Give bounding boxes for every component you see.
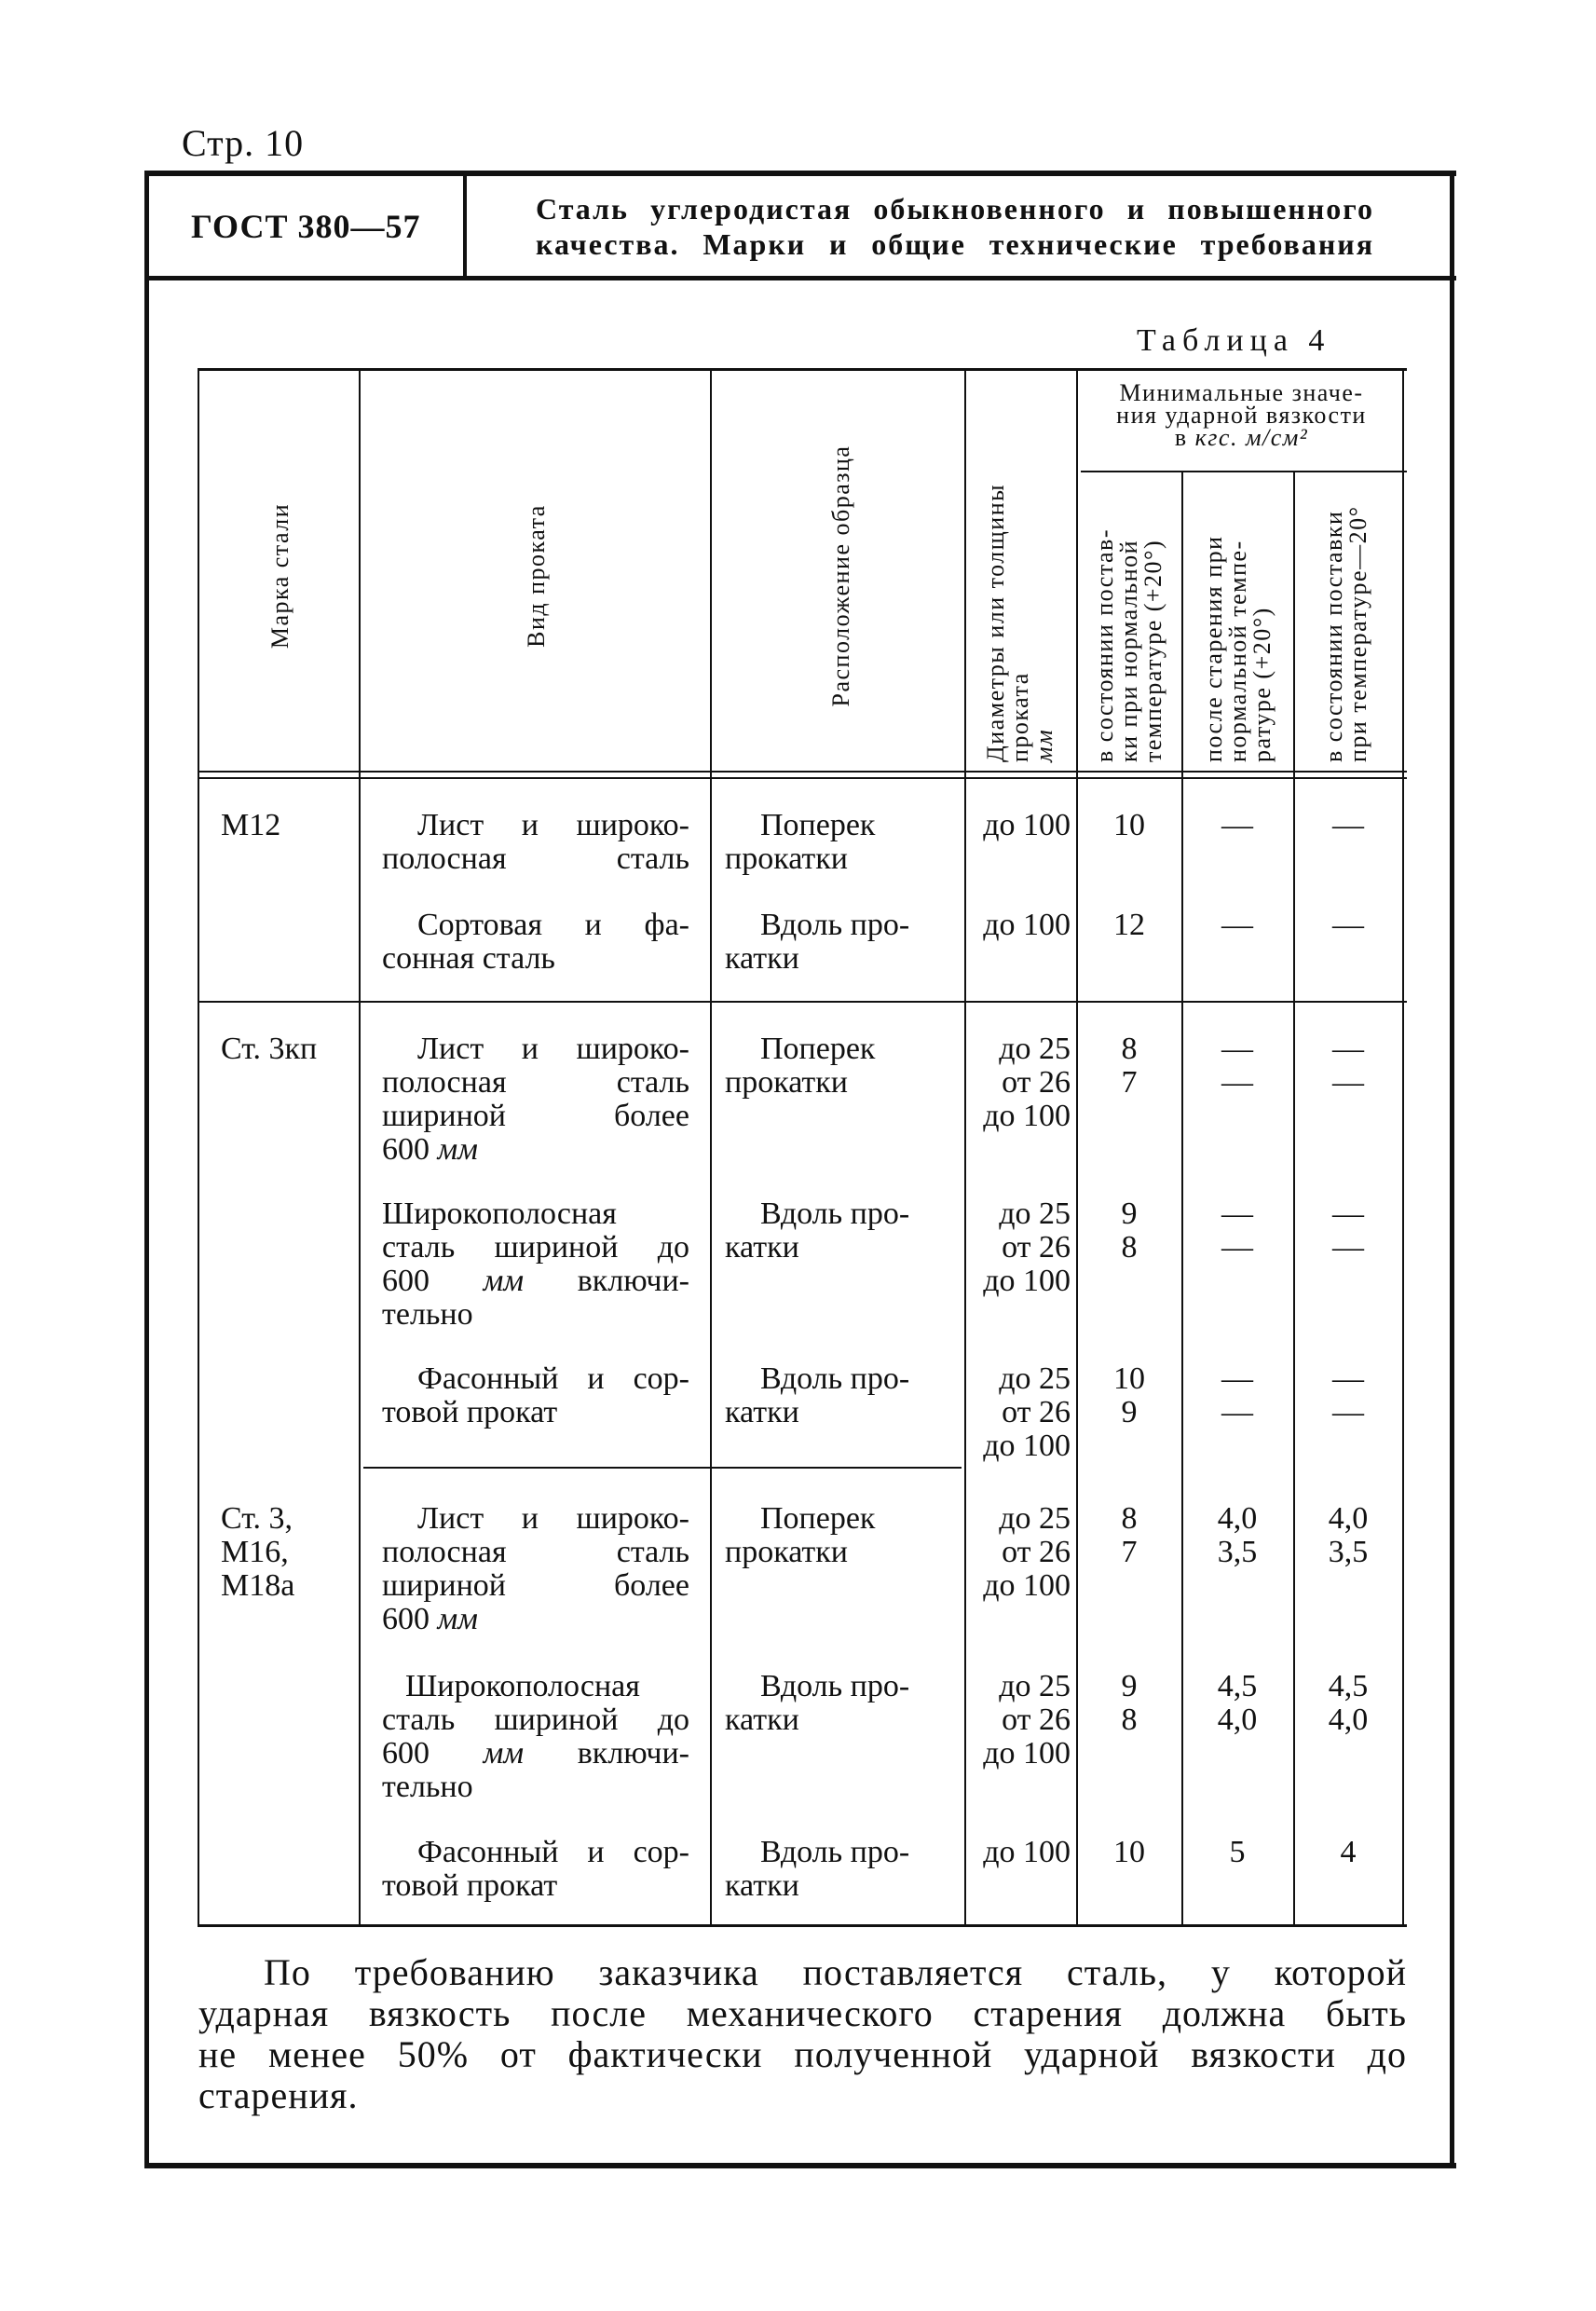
product-unit-number: 600 <box>382 1602 438 1636</box>
product-mid-line <box>382 1265 689 1298</box>
location-line: прокатки <box>725 1065 848 1100</box>
grade-line: М16, <box>221 1535 289 1569</box>
location-line: катки <box>725 941 799 976</box>
diameter-line: от 26 <box>1002 1065 1071 1100</box>
diameter-line: до 100 <box>983 1736 1071 1771</box>
col-header-cold-line: при температуре—20° <box>1344 505 1371 762</box>
cold-value: — <box>1332 1230 1364 1265</box>
delivery-value-cell <box>1078 1836 1180 1869</box>
col-header-diameter-unit: мм <box>1030 728 1057 762</box>
grade-line: М12 <box>221 808 281 842</box>
aged-value-cell <box>1183 909 1291 942</box>
product-unit-line <box>382 1603 689 1636</box>
cold-value-cell <box>1295 1670 1401 1737</box>
location-cell <box>725 1670 958 1737</box>
group-separator <box>198 1001 1407 1003</box>
product-cell <box>382 909 689 976</box>
frame-left-border <box>144 171 149 2167</box>
product-line: Сортовая и фа- <box>417 908 689 942</box>
aged-value: — <box>1221 1032 1253 1066</box>
diameter-line: до 25 <box>999 1669 1071 1703</box>
aged-value-cell <box>1183 1836 1291 1869</box>
location-cell <box>725 1032 958 1100</box>
product-cell <box>382 809 689 876</box>
product-line: Фасонный и сор- <box>417 1835 689 1869</box>
location-cell <box>725 1502 958 1569</box>
grade-cell <box>221 1032 356 1066</box>
product-unit-number: 600 <box>382 1736 484 1771</box>
table-top-rule <box>198 368 1407 371</box>
location-line: Вдоль про- <box>760 1197 910 1231</box>
delivery-value-cell <box>1078 1032 1180 1100</box>
product-cell <box>382 1362 689 1429</box>
diameter-cell <box>964 1502 1071 1603</box>
diameter-line: от 26 <box>1002 1535 1071 1569</box>
location-cell <box>725 1362 958 1429</box>
product-mid-tail: включи- <box>524 1264 690 1298</box>
col-header-cold <box>1318 478 1374 762</box>
min-impact-line: ния ударной вязкости <box>1116 402 1367 429</box>
header-bottom-rule-double <box>198 777 1407 779</box>
col-header-delivery-line: температуре (+20°) <box>1139 539 1166 762</box>
aged-value: 3,5 <box>1217 1535 1258 1569</box>
product-line: Лист и широко- <box>417 808 689 842</box>
diameter-line: до 25 <box>999 1361 1071 1396</box>
cold-value: 4,0 <box>1328 1501 1369 1536</box>
location-cell <box>725 909 958 976</box>
location-line: Вдоль про- <box>760 1669 910 1703</box>
delivery-value-cell <box>1078 909 1180 942</box>
aged-value: — <box>1221 1361 1253 1396</box>
cold-value: — <box>1332 1361 1364 1396</box>
aged-value: — <box>1221 1395 1253 1429</box>
delivery-value-cell <box>1078 1502 1180 1569</box>
page-number: Стр. 10 <box>182 122 305 164</box>
footnote-line: старения. <box>198 2074 359 2116</box>
col-header-aged <box>1199 478 1277 762</box>
diameter-line: до 100 <box>983 908 1071 942</box>
table-bottom-rule <box>198 1924 1407 1927</box>
col-header-aged-line: после старения при <box>1200 535 1227 762</box>
delivery-value-cell <box>1078 1670 1180 1737</box>
product-unit-number: 600 <box>382 1132 438 1167</box>
header-bottom-rule <box>198 771 1407 773</box>
grade-cell <box>221 809 351 842</box>
standard-code: ГОСТ 380—57 <box>191 208 421 245</box>
product-line: Лист и широко- <box>417 1501 689 1536</box>
group-separator-partial <box>363 1467 962 1469</box>
diameter-cell <box>964 1362 1071 1463</box>
footnote-line: ударная вязкость после механического старения должна быть <box>198 1992 1407 2034</box>
col-header-diameter <box>983 390 1057 762</box>
cold-value-cell <box>1295 809 1401 842</box>
aged-value: 4,0 <box>1217 1702 1258 1737</box>
delivery-value: 9 <box>1121 1197 1138 1231</box>
product-line: Фасонный и сор- <box>417 1361 689 1396</box>
cold-value: 4 <box>1340 1835 1357 1869</box>
col-header-product-text: Вид проката <box>523 504 550 648</box>
cold-value: — <box>1332 1065 1364 1100</box>
product-line: сонная сталь <box>382 941 555 976</box>
cold-value: — <box>1332 1032 1364 1066</box>
product-line: Широкополосная <box>382 1197 617 1231</box>
cold-value-cell <box>1295 1362 1401 1429</box>
diameter-line: до 100 <box>983 808 1071 842</box>
product-unit: мм <box>483 1264 525 1298</box>
product-unit: мм <box>437 1602 478 1636</box>
aged-value-cell <box>1183 809 1291 842</box>
min-impact-unit-prefix: в <box>1174 424 1188 451</box>
product-mid-tail: включи- <box>524 1736 690 1771</box>
delivery-value: 9 <box>1121 1395 1138 1429</box>
location-cell <box>725 1836 958 1903</box>
standard-title <box>536 191 1374 262</box>
diameter-line: до 100 <box>983 1099 1071 1133</box>
col-header-aged-line: ратуре (+20°) <box>1248 607 1275 762</box>
delivery-value-cell <box>1078 1197 1180 1265</box>
aged-value: — <box>1221 1065 1253 1100</box>
location-line: катки <box>725 1702 799 1737</box>
cold-value: — <box>1332 1395 1364 1429</box>
product-cell <box>382 1197 689 1332</box>
delivery-value: 12 <box>1113 908 1145 942</box>
aged-value: — <box>1221 1230 1253 1265</box>
delivery-value: 9 <box>1121 1669 1138 1703</box>
diameter-line: до 100 <box>983 1568 1071 1603</box>
location-cell <box>725 809 958 876</box>
diameter-cell <box>964 1197 1071 1298</box>
col-header-product <box>520 390 553 762</box>
col-header-delivery-line: в состоянии постав- <box>1091 528 1118 762</box>
product-line: шириной более <box>382 1568 689 1603</box>
col-header-location <box>825 390 858 762</box>
delivery-value: 8 <box>1121 1501 1138 1536</box>
col-header-grade <box>264 390 297 762</box>
product-line: шириной более <box>382 1099 689 1133</box>
product-line: тельно <box>382 1770 473 1804</box>
min-impact-line: Минимальные значе- <box>1119 379 1364 406</box>
product-cell <box>382 1836 689 1903</box>
delivery-value-cell <box>1078 809 1180 842</box>
aged-value: 4,5 <box>1217 1669 1258 1703</box>
cold-value-cell <box>1295 1032 1401 1100</box>
aged-value-cell <box>1183 1670 1291 1737</box>
diameter-line: до 100 <box>983 1429 1071 1463</box>
aged-value-cell <box>1183 1362 1291 1429</box>
delivery-value: 10 <box>1113 808 1145 842</box>
diameter-line: до 100 <box>983 1835 1071 1869</box>
product-mid-line <box>382 1737 689 1771</box>
min-impact-unit: кгс. м/см² <box>1194 424 1309 451</box>
product-unit-number: 600 <box>382 1264 484 1298</box>
cold-value-cell <box>1295 1197 1401 1265</box>
grade-cell <box>221 1502 351 1603</box>
product-line: полосная сталь <box>382 1535 689 1569</box>
cold-value-cell <box>1295 1502 1401 1569</box>
col-rule <box>359 368 361 1926</box>
header-rule <box>144 276 1456 280</box>
product-line: полосная сталь <box>382 1065 689 1100</box>
delivery-value: 7 <box>1121 1535 1138 1569</box>
min-impact-unit-line <box>1081 424 1402 451</box>
aged-value-cell <box>1183 1502 1291 1569</box>
location-line: прокатки <box>725 1535 848 1569</box>
diameter-cell <box>964 1836 1071 1869</box>
product-line: Широкополосная <box>405 1669 640 1703</box>
product-line: сталь шириной до <box>382 1230 689 1265</box>
product-cell <box>382 1032 689 1167</box>
aged-value-cell <box>1183 1032 1291 1100</box>
table-caption: Таблица 4 <box>1137 323 1331 358</box>
delivery-value: 8 <box>1121 1032 1138 1066</box>
cold-value: 4,0 <box>1328 1702 1369 1737</box>
delivery-value: 10 <box>1113 1835 1145 1869</box>
footnote-line: По требованию заказчика поставляется сталь, у которой <box>264 1951 1407 1993</box>
col-rule <box>710 368 712 1926</box>
standard-title-line: Сталь углеродистая обыкновенного и повышенного <box>536 192 1374 226</box>
grade-line: Ст. 3кп <box>221 1032 318 1066</box>
location-line: Поперек <box>760 1032 876 1066</box>
location-line: Поперек <box>760 1501 876 1536</box>
col-header-location-text: Расположение образца <box>827 444 854 707</box>
footnote-line: не менее 50% от фактически полученной ударной вязкости до <box>198 2033 1407 2075</box>
col-header-delivery-line: ки при нормальной <box>1115 539 1142 762</box>
location-line: Вдоль про- <box>760 1835 910 1869</box>
col-header-diameter-line: Диаметры или толщины <box>982 483 1009 762</box>
product-line: товой прокат <box>382 1868 558 1903</box>
location-line: Поперек <box>760 808 876 842</box>
diameter-line: до 25 <box>999 1032 1071 1066</box>
col-header-diameter-line: проката <box>1006 672 1033 762</box>
footnote-paragraph <box>198 1952 1407 2116</box>
location-line: катки <box>725 1230 799 1265</box>
standard-title-line: качества. Марки и общие технические требования <box>536 227 1374 261</box>
col-header-aged-line: нормальной темпе- <box>1224 540 1251 762</box>
frame-right-border <box>1450 171 1454 2167</box>
delivery-value: 8 <box>1121 1230 1138 1265</box>
product-line: Лист и широко- <box>417 1032 689 1066</box>
location-line: катки <box>725 1868 799 1903</box>
cold-value-cell <box>1295 1836 1401 1869</box>
diameter-line: до 100 <box>983 1264 1071 1298</box>
aged-value: 5 <box>1229 1835 1246 1869</box>
diameter-cell <box>964 809 1071 842</box>
table-right-rule <box>1402 368 1404 1926</box>
frame-bottom-border <box>144 2163 1456 2168</box>
aged-value: 4,0 <box>1217 1501 1258 1536</box>
location-cell <box>725 1197 958 1265</box>
product-unit: мм <box>437 1132 478 1167</box>
frame-top-border <box>144 171 1456 176</box>
diameter-cell <box>964 1032 1071 1133</box>
product-unit: мм <box>483 1736 525 1771</box>
cold-value: — <box>1332 908 1364 942</box>
diameter-line: от 26 <box>1002 1395 1071 1429</box>
location-line: катки <box>725 1395 799 1429</box>
delivery-value: 10 <box>1113 1361 1145 1396</box>
product-line: товой прокат <box>382 1395 558 1429</box>
aged-value: — <box>1221 1197 1253 1231</box>
diameter-cell <box>964 909 1071 942</box>
aged-value: — <box>1221 908 1253 942</box>
col-header-delivery <box>1090 478 1168 762</box>
product-line: сталь шириной до <box>382 1702 689 1737</box>
product-cell <box>382 1502 689 1636</box>
col-header-grade-text: Марка стали <box>266 502 293 650</box>
diameter-line: от 26 <box>1002 1230 1071 1265</box>
table-left-rule <box>198 368 199 1926</box>
location-line: Вдоль про- <box>760 908 910 942</box>
grade-line: Ст. 3, <box>221 1501 293 1536</box>
cold-value: — <box>1332 808 1364 842</box>
header-divider <box>463 176 467 276</box>
delivery-value-cell <box>1078 1362 1180 1429</box>
cold-value: 4,5 <box>1328 1669 1369 1703</box>
cold-value: — <box>1332 1197 1364 1231</box>
min-impact-subrule <box>1081 471 1407 472</box>
product-unit-line <box>382 1133 689 1167</box>
diameter-line: до 25 <box>999 1197 1071 1231</box>
diameter-line: от 26 <box>1002 1702 1071 1737</box>
location-line: прокатки <box>725 841 848 876</box>
col-header-min-impact <box>1081 379 1402 451</box>
product-cell <box>382 1670 689 1804</box>
cold-value: 3,5 <box>1328 1535 1369 1569</box>
product-line: тельно <box>382 1297 473 1332</box>
diameter-line: до 25 <box>999 1501 1071 1536</box>
product-line: полосная сталь <box>382 841 689 876</box>
aged-value: — <box>1221 808 1253 842</box>
col-header-cold-line: в состоянии поставки <box>1320 510 1347 762</box>
diameter-cell <box>964 1670 1071 1771</box>
grade-line: М18а <box>221 1568 295 1603</box>
delivery-value: 7 <box>1121 1065 1138 1100</box>
delivery-value: 8 <box>1121 1702 1138 1737</box>
cold-value-cell <box>1295 909 1401 942</box>
location-line: Вдоль про- <box>760 1361 910 1396</box>
aged-value-cell <box>1183 1197 1291 1265</box>
